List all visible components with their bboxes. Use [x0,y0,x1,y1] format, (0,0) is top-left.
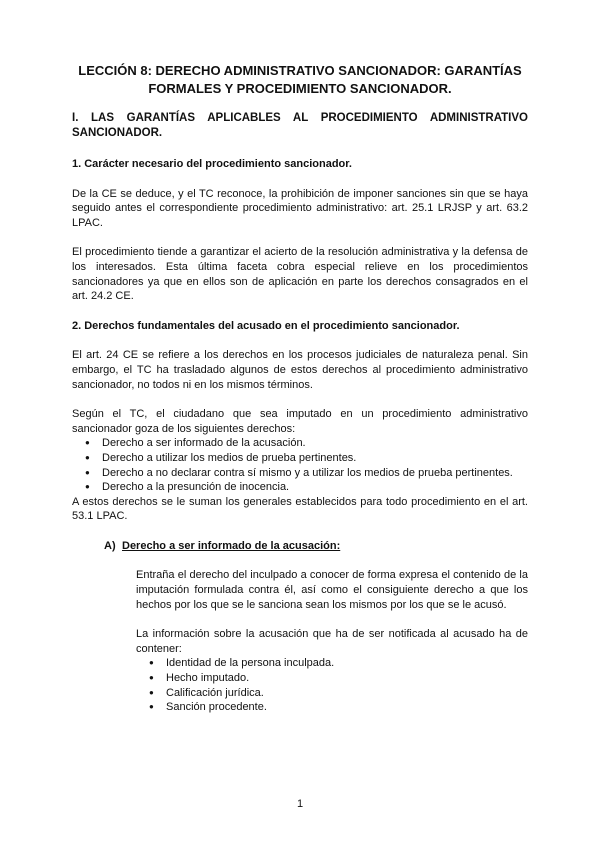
page-number: 1 [296,798,304,810]
paragraph: Entraña el derecho del inculpado a conocer de forma expresa el contenido de la imputación formulada contra él, así como el consiguiente derecho a que los hechos por los que se le sanciona sean los mismos por los que se le acusó. [136,569,528,611]
subsection-a-label: A) [104,539,116,552]
information-list [136,656,528,714]
subsection-heading: 2. Derechos fundamentales del acusado en el procedimiento sancionador. [72,319,460,332]
section-heading: I. LAS GARANTÍAS APLICABLES AL PROCEDIMIENTO ADMINISTRATIVO SANCIONADOR. [72,112,528,139]
list-item: ● Hecho imputado. [136,671,528,686]
subsection-a-heading [104,539,528,554]
paragraph: El art. 24 CE se refiere a los derechos en los procesos judiciales de naturaleza penal. Sin embargo, el TC ha trasladado algunos de estos derechos al procedimiento administrativo sancionador, no todos ni en los mismos términos. [72,349,528,391]
list-item: ● Derecho a utilizar los medios de prueba pertinentes. [72,451,528,466]
paragraph: Según el TC, el ciudadano que sea imputado en un procedimiento administrativo sancionador goza de los siguientes derechos: [72,408,528,435]
paragraph: A estos derechos se le suman los generales establecidos para todo procedimiento en el art. 53.1 LPAC. [72,495,528,523]
subsection-a-body [104,568,528,714]
paragraph: El procedimiento tiende a garantizar el acierto de la resolución administrativa y la defensa de los interesados. Esta última faceta cobra especial relieve en los procedimientos sancionadores ya que en ellos son de aplicación en parte los derechos consagrados en el art. 24.2 CE. [72,246,528,303]
list-item: ● Identidad de la persona inculpada. [136,656,528,671]
paragraph: De la CE se deduce, y el TC reconoce, la prohibición de imponer sanciones sin que se haya seguido antes el correspondiente procedimiento administrativo: art. 25.1 LRJSP y art. 63.2 LPAC. [72,187,528,229]
paragraph: La información sobre la acusación que ha de ser notificada al acusado ha de contener: [136,628,528,655]
subsection-heading: 1. Carácter necesario del procedimiento sancionador. [72,158,352,170]
list-item: ● Derecho a ser informado de la acusación. [72,436,528,451]
subsection-a [72,539,528,715]
rights-list [72,436,528,494]
list-item: ● Calificación jurídica. [136,686,528,701]
list-item: ● Derecho a no declarar contra sí mismo y a utilizar los medios de prueba pertinentes. [72,466,528,481]
list-item: ● Sanción procedente. [136,700,528,715]
document-page [72,62,528,715]
subsection-a-title: Derecho a ser informado de la acusación: [122,539,341,552]
list-item: ● Derecho a la presunción de inocencia. [72,480,528,495]
page-title: LECCIÓN 8: DERECHO ADMINISTRATIVO SANCIONADOR: GARANTÍAS FORMALES Y PROCEDIMIENTO SANCIONADOR. [78,63,522,96]
